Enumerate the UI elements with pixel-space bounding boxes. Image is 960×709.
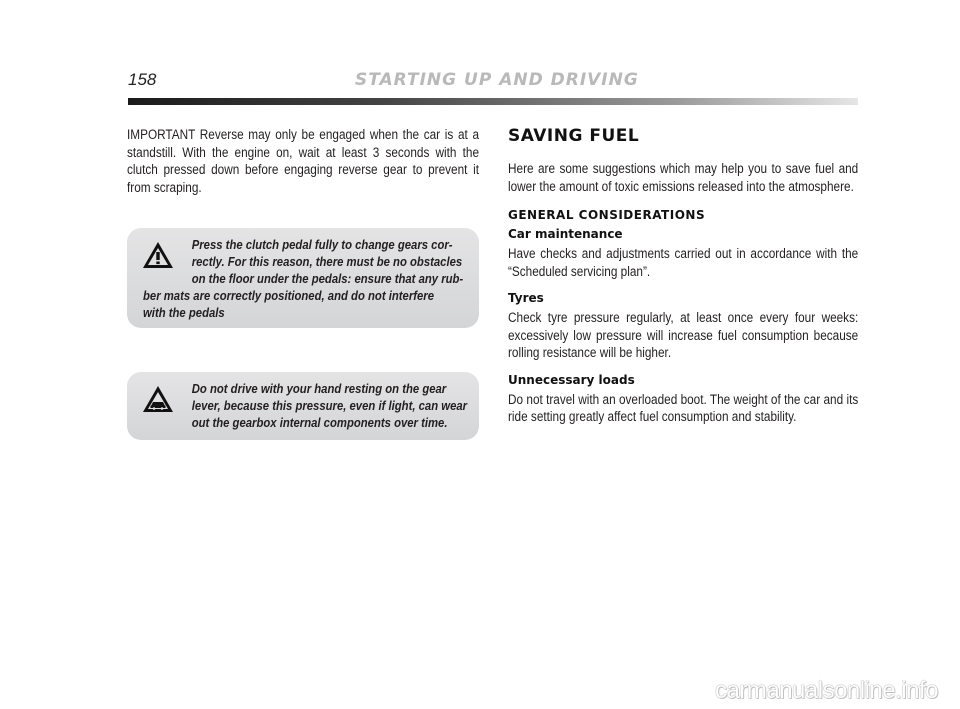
page-number: 158 [128,70,157,89]
warning-2-line-3: out the gearbox internal components over time. [191,415,448,430]
warning-text-gear-lever [143,380,474,431]
warning-1-line-4: ber mats are correctly positioned, and do not interfere [143,288,434,303]
right-column [508,126,858,426]
warning-1-line-5: with the pedals [143,305,225,320]
tyres-heading: Tyres [508,291,544,305]
warning-2-line-2: lever, because this pressure, even if light, can wear [191,398,468,413]
tyres-text: Check tyre pressure regularly, at least once every four weeks: excessively low pressure will increase fuel consumption because rolling resistance will be higher. [508,310,859,360]
left-column [127,126,479,196]
unnecessary-loads-heading: Unnecessary loads [508,372,635,387]
site-watermark: carmanualsonline.info [715,677,938,704]
intro-text: Here are some suggestions which may help you to save fuel and lower the amount of toxic emissions released into the atmosphere. [508,161,859,194]
warning-1-line-3: on the floor under the pedals: ensure that any rub- [191,271,464,286]
warning-box-gear-lever [127,372,479,440]
header-rule [128,98,858,105]
chapter-title: STARTING UP AND DRIVING [355,70,639,90]
unnecessary-loads-text: Do not travel with an overloaded boot. The weight of the car and its ride setting greatly affect fuel consumption and stability. [508,391,859,424]
car-maintenance-heading: Car maintenance [508,227,623,241]
warning-1-line-2: rectly. For this reason, there must be no obstacles [191,254,463,269]
warning-2-line-1: Do not drive with your hand resting on the gear [191,381,447,396]
warning-text-clutch [143,236,474,321]
general-considerations-heading: GENERAL CONSIDERATIONS [508,208,706,222]
warning-1-line-1: Press the clutch pedal fully to change gears cor- [191,237,453,252]
section-title: SAVING FUEL [508,126,640,146]
warning-box-clutch [127,228,479,328]
car-maintenance-text: Have checks and adjustments carried out in accordance with the “Scheduled servicing plan”. [508,246,859,279]
important-note: IMPORTANT Reverse may only be engaged when the car is at a standstill. With the engine on, wait at least 3 seconds with the clutch pressed down before engaging reverse gear to prevent it from scraping. [127,127,479,195]
